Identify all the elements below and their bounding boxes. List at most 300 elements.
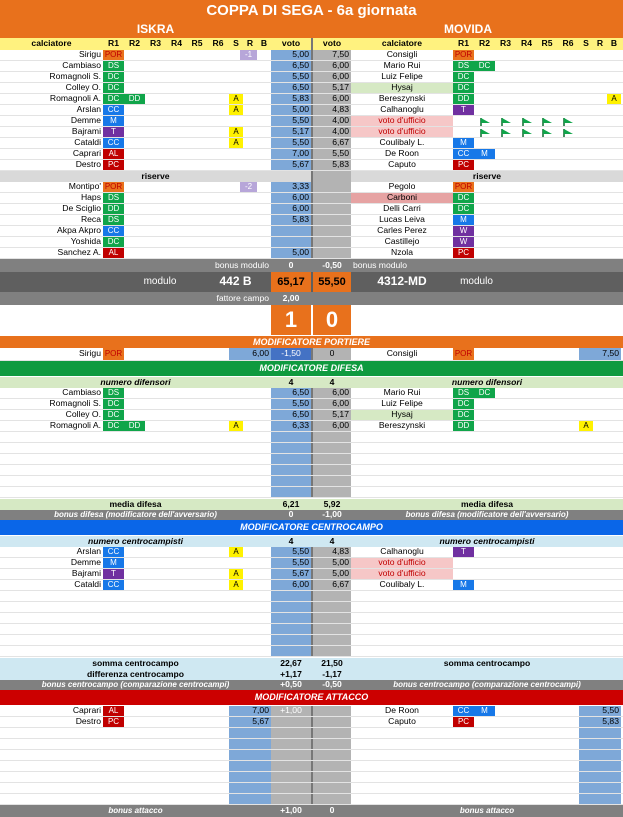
- role-badge[interactable]: T: [103, 569, 124, 579]
- role-badge[interactable]: DD: [453, 421, 474, 431]
- difesa-row: [0, 421, 623, 432]
- somma-centrocampo-label: somma centrocampo: [92, 658, 179, 668]
- player-vote: 6,00: [271, 580, 311, 590]
- media-difesa-label: media difesa: [109, 499, 162, 509]
- starter-row: [0, 94, 623, 105]
- title-bar: [0, 0, 623, 22]
- role-badge[interactable]: PC: [453, 160, 474, 170]
- player-name: voto d'ufficio: [351, 569, 453, 579]
- player-name: Akpa Akpro: [57, 226, 101, 236]
- starter-row: [0, 127, 623, 138]
- mod-difesa-band: [0, 361, 623, 376]
- flag-icon: [537, 127, 557, 137]
- flag-icon: [557, 116, 579, 126]
- role-badge[interactable]: M: [103, 116, 124, 126]
- reserve-row: [0, 215, 623, 226]
- player-name: Romagnoli A.: [49, 421, 101, 431]
- reserve-row: [0, 248, 623, 259]
- role-badge[interactable]: DC: [103, 399, 124, 409]
- flag-icon: [537, 116, 557, 126]
- player-vote: 5,17: [313, 83, 351, 93]
- cell: [229, 761, 271, 771]
- col-role: R4: [521, 38, 532, 49]
- player-vote: 5,00: [271, 105, 311, 115]
- player-name: voto d'ufficio: [351, 116, 453, 126]
- player-vote: 5,17: [313, 410, 351, 420]
- ammonizione-badge[interactable]: A: [229, 580, 243, 590]
- player-vote: [313, 182, 351, 192]
- player-name: Haps: [80, 193, 101, 203]
- rating-malus: -1: [240, 50, 257, 60]
- player-name: Mario Rui: [383, 388, 421, 398]
- role-badge[interactable]: DC: [474, 61, 495, 71]
- reserve-row: [0, 204, 623, 215]
- player-vote: 6,00: [313, 399, 351, 409]
- role-badge[interactable]: DC: [103, 237, 124, 247]
- player-name: Bereszynski: [378, 94, 426, 104]
- away-score: 0: [313, 305, 351, 335]
- player-name: Destro: [75, 160, 101, 170]
- col-b: B: [610, 38, 618, 49]
- cell: [229, 728, 271, 738]
- player-name: Bajrami: [71, 569, 101, 579]
- role-badge[interactable]: T: [453, 547, 474, 557]
- role-badge[interactable]: DC: [453, 83, 474, 93]
- cell: [271, 602, 311, 612]
- player-vote: 6,00: [313, 421, 351, 431]
- role-badge[interactable]: PC: [453, 717, 474, 727]
- player-vote: 5,50: [271, 72, 311, 82]
- col-role: R2: [479, 38, 490, 49]
- role-badge[interactable]: POR: [454, 50, 473, 60]
- player-name: Luiz Felipe: [381, 72, 423, 82]
- diff-centrocampo-label: differenza centrocampo: [87, 669, 184, 679]
- role-badge[interactable]: AL: [103, 248, 124, 258]
- player-vote: 7,50: [313, 50, 351, 60]
- player-name: Demme: [70, 558, 101, 568]
- player-name: Romagnoli S.: [49, 399, 101, 409]
- cell: [271, 772, 311, 782]
- bonus-difesa-label: bonus difesa (modificatore dell'avversario): [405, 510, 569, 520]
- player-name: Carles Perez: [377, 226, 427, 236]
- player-vote: 5,67: [271, 160, 311, 170]
- role-badge[interactable]: DS: [453, 388, 474, 398]
- flag-icon: [495, 127, 516, 137]
- player-name: Caprari: [72, 706, 101, 716]
- role-badge[interactable]: POR: [104, 50, 123, 60]
- ammonizione-badge[interactable]: A: [229, 569, 243, 579]
- difesa-row: [0, 388, 623, 399]
- modulo-label: modulo: [460, 276, 493, 288]
- flag-icon: [474, 127, 495, 137]
- centrocampo-row: [0, 547, 623, 558]
- role-badge[interactable]: DS: [103, 193, 124, 203]
- col-role: R3: [500, 38, 511, 49]
- role-badge[interactable]: DC: [453, 204, 474, 214]
- player-name: Sanchez A.: [57, 248, 101, 258]
- bonus-modulo-away: -0,50: [322, 259, 342, 270]
- starter-row: [0, 160, 623, 171]
- bonus-centrocampo-label: bonus centrocampo (comparazione centrocampi): [393, 680, 581, 690]
- player-vote: [313, 193, 351, 203]
- bonus-modulo-row: [0, 259, 623, 272]
- role-badge[interactable]: PC: [103, 717, 124, 727]
- fattore-campo-row: [0, 292, 623, 305]
- attacco-row: [0, 772, 623, 783]
- player-vote: 5,00: [271, 50, 311, 60]
- cell: [229, 783, 271, 793]
- col-role: R2: [129, 38, 140, 49]
- role-badge[interactable]: AL: [103, 706, 124, 716]
- fattore-campo-label: fattore campo: [216, 292, 269, 303]
- cell: [271, 613, 311, 623]
- page-title: COPPA DI SEGA - 6a giornata: [206, 2, 417, 20]
- player-vote: [271, 237, 311, 247]
- role-badge[interactable]: POR: [104, 349, 123, 359]
- cell: [271, 635, 311, 645]
- role-badge[interactable]: CC: [103, 547, 124, 557]
- player-name: Arslan: [76, 547, 101, 557]
- player-name: Mario Rui: [383, 61, 421, 71]
- centrocampo-row: [0, 569, 623, 580]
- cell: [229, 750, 271, 760]
- reserves-label: riserve: [141, 171, 170, 181]
- player-name: Montipo': [68, 182, 101, 192]
- player-vote: 5,00: [271, 248, 311, 258]
- ammonizione-badge[interactable]: A: [229, 105, 243, 115]
- role-badge[interactable]: W: [453, 237, 474, 247]
- bonus-modulo-label: bonus modulo: [353, 259, 407, 270]
- home-num-centrocampisti: 4: [288, 536, 294, 546]
- section-title: MODIFICATORE CENTROCAMPO: [240, 522, 383, 533]
- difesa-num-row: [0, 377, 623, 388]
- flag-icon: [495, 116, 516, 126]
- role-badge[interactable]: DS: [453, 61, 474, 71]
- player-vote: 5,50: [271, 399, 311, 409]
- cell: [271, 717, 311, 727]
- starter-row: [0, 149, 623, 160]
- cell: [579, 728, 621, 738]
- mod-portiere-band: [0, 336, 623, 348]
- player-vote: 5,50: [271, 116, 311, 126]
- role-badge[interactable]: CC: [453, 149, 474, 159]
- col-role: R3: [150, 38, 161, 49]
- home-score: 1: [271, 305, 311, 335]
- cell: [271, 728, 311, 738]
- player-name: Colley O.: [65, 410, 101, 420]
- player-vote: [313, 204, 351, 214]
- player-name: Luiz Felipe: [381, 399, 423, 409]
- starter-row: [0, 61, 623, 72]
- cell: [271, 783, 311, 793]
- bonus-attacco-label: bonus attacco: [459, 806, 515, 816]
- player-name: Caputo: [388, 160, 416, 170]
- cell: [579, 772, 621, 782]
- player-name: Lucas Leiva: [379, 215, 425, 225]
- attacco-vote: 5,50: [579, 706, 621, 716]
- bonus-centrocampo-row: [0, 680, 623, 690]
- cell: [313, 465, 351, 475]
- cell: [313, 739, 351, 749]
- attacco-row: [0, 717, 623, 728]
- ammonizione-badge[interactable]: A: [229, 138, 243, 148]
- bonus-attacco-row: [0, 805, 623, 817]
- difesa-row: [0, 443, 623, 454]
- role-badge[interactable]: DS: [103, 215, 124, 225]
- role-badge[interactable]: DD: [124, 94, 145, 104]
- mod-centrocampo-band: [0, 520, 623, 535]
- ammonizione-badge[interactable]: A: [579, 421, 593, 431]
- cell: [313, 624, 351, 634]
- away-somma: 21,50: [321, 658, 343, 668]
- player-vote: 3,33: [271, 182, 311, 192]
- role-badge[interactable]: DS: [103, 61, 124, 71]
- player-name: Romagnoli S.: [49, 72, 101, 82]
- cell: [229, 772, 271, 782]
- ammonizione-badge[interactable]: A: [607, 94, 621, 104]
- cell: [271, 443, 311, 453]
- attacco-row: [0, 761, 623, 772]
- cell: [271, 761, 311, 771]
- team-header: [0, 22, 623, 38]
- player-name: Coulibaly L.: [379, 138, 425, 148]
- starter-row: [0, 116, 623, 127]
- modulo-label: modulo: [143, 276, 177, 288]
- flag-icon: [516, 127, 537, 137]
- role-badge[interactable]: M: [453, 138, 474, 148]
- player-vote: 6,67: [313, 580, 351, 590]
- player-vote: 6,50: [271, 83, 311, 93]
- cell: [271, 432, 311, 442]
- home-num-difensori: 4: [288, 377, 294, 387]
- player-vote: 6,00: [313, 388, 351, 398]
- starter-row: [0, 72, 623, 83]
- cell: [579, 761, 621, 771]
- player-vote: 5,50: [313, 149, 351, 159]
- player-vote: [313, 226, 351, 236]
- away-media-difesa: 5,92: [323, 499, 341, 509]
- role-badge[interactable]: DS: [103, 388, 124, 398]
- centrocampo-row: [0, 646, 623, 657]
- player-vote: 7,00: [271, 149, 311, 159]
- role-badge[interactable]: CC: [103, 226, 124, 236]
- player-vote: 4,83: [313, 547, 351, 557]
- cell: [313, 772, 351, 782]
- role-badge[interactable]: T: [453, 105, 474, 115]
- home-bonus-difesa: 0: [288, 510, 294, 520]
- centrocampo-row: [0, 580, 623, 591]
- num-centrocampisti-label: numero centrocampisti: [439, 536, 535, 546]
- difesa-row: [0, 476, 623, 487]
- player-name: Romagnoli A.: [49, 94, 101, 104]
- cell: [229, 794, 271, 804]
- ammonizione-badge[interactable]: A: [229, 94, 243, 104]
- player-vote: 6,00: [313, 94, 351, 104]
- role-badge[interactable]: T: [103, 127, 124, 137]
- player-name: Sirigu: [79, 50, 101, 60]
- role-badge[interactable]: DC: [453, 193, 474, 203]
- centrocampo-row: [0, 591, 623, 602]
- player-name: Colley O.: [65, 83, 101, 93]
- reserve-row: [0, 226, 623, 237]
- cell: [579, 783, 621, 793]
- role-badge[interactable]: DD: [124, 421, 145, 431]
- player-name: voto d'ufficio: [351, 127, 453, 137]
- role-badge[interactable]: M: [474, 149, 495, 159]
- mod-attacco-band: [0, 690, 623, 705]
- player-vote: 5,00: [313, 558, 351, 568]
- difesa-row: [0, 399, 623, 410]
- cell: [271, 487, 311, 497]
- attacco-vote: 5,83: [579, 717, 621, 727]
- role-badge[interactable]: DC: [103, 83, 124, 93]
- cell: [313, 706, 351, 716]
- difesa-row: [0, 454, 623, 465]
- attacco-row: [0, 706, 623, 717]
- role-badge[interactable]: DC: [103, 421, 124, 431]
- attacco-row: [0, 728, 623, 739]
- player-name: Cambiaso: [62, 61, 101, 71]
- cell: [313, 646, 351, 656]
- cell: [313, 635, 351, 645]
- player-vote: 5,83: [271, 94, 311, 104]
- player-vote: 6,00: [313, 61, 351, 71]
- role-badge[interactable]: CC: [453, 706, 474, 716]
- role-badge[interactable]: DC: [453, 410, 474, 420]
- somma-centrocampo-label: somma centrocampo: [443, 658, 531, 668]
- ammonizione-badge[interactable]: A: [229, 547, 243, 557]
- col-role: R5: [541, 38, 553, 49]
- player-name: De Sciglio: [62, 204, 101, 214]
- rating-malus: -2: [240, 182, 257, 192]
- player-name: Bajrami: [71, 127, 101, 137]
- player-name: Cataldi: [74, 138, 101, 148]
- player-vote: 5,50: [271, 558, 311, 568]
- ammonizione-badge[interactable]: A: [229, 127, 243, 137]
- role-badge[interactable]: W: [453, 226, 474, 236]
- ammonizione-badge[interactable]: A: [229, 421, 243, 431]
- flag-icon: [516, 116, 537, 126]
- role-badge[interactable]: DC: [453, 399, 474, 409]
- role-badge[interactable]: AL: [103, 149, 124, 159]
- player-vote: 4,00: [313, 116, 351, 126]
- bonus-modulo-label: bonus modulo: [215, 259, 269, 270]
- home-total: 65,17: [271, 272, 311, 292]
- role-badge[interactable]: CC: [103, 580, 124, 590]
- away-bonus-attacco: 0: [329, 805, 335, 816]
- portiere-vote: 7,50: [579, 348, 621, 360]
- flag-icon: [557, 127, 579, 137]
- starter-row: [0, 50, 623, 61]
- away-team-name: MOVIDA: [444, 22, 492, 37]
- diff-centrocampo-row: [0, 669, 623, 680]
- player-vote: [313, 248, 351, 258]
- cell: [313, 750, 351, 760]
- role-badge[interactable]: M: [453, 580, 474, 590]
- role-badge[interactable]: DC: [453, 72, 474, 82]
- role-badge[interactable]: POR: [454, 349, 473, 359]
- role-badge[interactable]: DC: [103, 410, 124, 420]
- role-badge[interactable]: PC: [103, 160, 124, 170]
- player-vote: 5,50: [271, 547, 311, 557]
- player-vote: 6,50: [271, 410, 311, 420]
- col-r: R: [246, 38, 254, 49]
- cell: [313, 783, 351, 793]
- attacco-row: [0, 739, 623, 750]
- cell: [313, 591, 351, 601]
- away-num-difensori: 4: [329, 377, 335, 387]
- centrocampo-row: [0, 613, 623, 624]
- player-vote: 5,50: [271, 138, 311, 148]
- portiere-vote: 6,00: [229, 348, 271, 360]
- player-vote: [313, 215, 351, 225]
- player-vote: 5,67: [271, 569, 311, 579]
- attacco-row: [0, 750, 623, 761]
- attacco-mod: +1,00: [271, 706, 311, 716]
- reserve-row: [0, 237, 623, 248]
- bonus-centrocampo-label: bonus centrocampo (comparazione centrocampi): [41, 680, 230, 690]
- score-row: [0, 305, 623, 335]
- cell: [313, 794, 351, 804]
- starter-row: [0, 83, 623, 94]
- col-s: S: [233, 38, 239, 49]
- role-badge[interactable]: DC: [103, 72, 124, 82]
- away-bonus-centrocampo: -0,50: [322, 680, 342, 690]
- player-name: Calhanoglu: [380, 105, 424, 115]
- player-name: Coulibaly L.: [379, 580, 425, 590]
- role-badge[interactable]: DD: [453, 94, 474, 104]
- role-badge[interactable]: PC: [453, 248, 474, 258]
- player-name: Nzola: [391, 248, 413, 258]
- player-vote: 5,00: [313, 569, 351, 579]
- player-name: Consigli: [386, 348, 418, 359]
- role-badge[interactable]: CC: [103, 105, 124, 115]
- home-media-difesa: 6,21: [282, 499, 300, 509]
- cell: [271, 750, 311, 760]
- role-badge[interactable]: M: [453, 215, 474, 225]
- away-modulo: 4312-MD: [377, 274, 427, 289]
- somma-centrocampo-row: [0, 658, 623, 669]
- col-role: R1: [458, 38, 469, 49]
- role-badge[interactable]: DC: [474, 388, 495, 398]
- col-s: S: [583, 38, 589, 49]
- role-badge[interactable]: CC: [103, 138, 124, 148]
- cell: [313, 432, 351, 442]
- bonus-difesa-label: bonus difesa (modificatore dell'avversario): [54, 510, 217, 520]
- away-total: 55,50: [313, 272, 351, 292]
- role-badge[interactable]: M: [474, 706, 495, 716]
- player-vote: 6,33: [271, 421, 311, 431]
- portiere-mod: -1,50: [271, 348, 311, 360]
- centrocampo-row: [0, 602, 623, 613]
- player-name: Pegolo: [388, 182, 416, 192]
- reserve-row: [0, 182, 623, 193]
- cell: [313, 728, 351, 738]
- player-vote: 5,17: [271, 127, 311, 137]
- role-badge[interactable]: POR: [454, 182, 473, 192]
- role-badge[interactable]: DD: [103, 204, 124, 214]
- difesa-row: [0, 432, 623, 443]
- away-bonus-difesa: -1,00: [322, 510, 342, 520]
- starter-row: [0, 105, 623, 116]
- centrocampo-row: [0, 624, 623, 635]
- col-role: R4: [171, 38, 182, 49]
- role-badge[interactable]: POR: [104, 182, 123, 192]
- role-badge[interactable]: DC: [103, 94, 124, 104]
- reserve-row: [0, 193, 623, 204]
- role-badge[interactable]: M: [103, 558, 124, 568]
- portiere-row: [0, 348, 623, 361]
